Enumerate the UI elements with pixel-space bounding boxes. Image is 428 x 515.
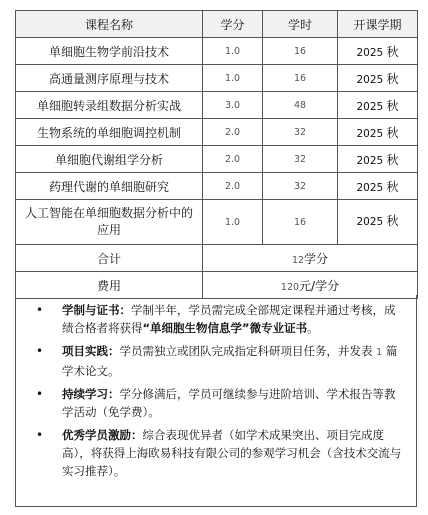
term-year: 2025	[356, 154, 384, 167]
note-item	[36, 301, 406, 337]
course-table	[15, 10, 418, 299]
course-credit: 3.0	[203, 92, 263, 119]
note-item	[36, 385, 406, 421]
note-number: 1	[376, 347, 383, 358]
course-name: 单细胞转录组数据分析实战	[16, 92, 203, 119]
course-term	[338, 119, 418, 146]
term-semester: 秋	[386, 125, 399, 140]
table-row	[16, 38, 418, 65]
course-credit: 2.0	[203, 173, 263, 200]
term-semester: 秋	[386, 71, 399, 86]
note-item	[36, 426, 406, 480]
table-row	[16, 200, 418, 245]
course-hours: 32	[263, 119, 338, 146]
course-name-line-2: 应用	[96, 223, 121, 237]
total-value	[203, 245, 418, 272]
note-item	[36, 342, 406, 380]
course-credit: 1.0	[203, 38, 263, 65]
course-credit: 1.0	[203, 65, 263, 92]
bullet-icon: •	[36, 387, 44, 401]
course-hours: 16	[263, 200, 338, 245]
total-value-number: 12	[291, 254, 305, 266]
note-title: 项目实践：	[62, 344, 120, 358]
course-term	[338, 200, 418, 245]
course-hours: 16	[263, 38, 338, 65]
note-text: 学制半年，学员需完成全部规定课程并通过考核，成绩合格者将获得	[62, 303, 396, 335]
note-emphasis: “单细胞生物信息学”微专业证书	[142, 321, 308, 335]
term-semester: 秋	[386, 152, 399, 167]
bullet-icon: •	[36, 344, 44, 358]
notes-list	[36, 301, 406, 480]
course-credit: 2.0	[203, 119, 263, 146]
bullet-icon: •	[36, 428, 44, 442]
course-term	[338, 146, 418, 173]
header-course-name: 课程名称	[16, 11, 203, 38]
term-semester: 秋	[386, 179, 399, 194]
term-year: 2025	[356, 73, 384, 86]
course-term	[338, 65, 418, 92]
fee-label: 费用	[16, 272, 203, 299]
course-hours: 16	[263, 65, 338, 92]
term-semester: 秋	[386, 44, 399, 59]
notes-section	[15, 295, 417, 507]
fee-value-unit: 元/学分	[299, 278, 340, 293]
course-term	[338, 38, 418, 65]
table-row	[16, 92, 418, 119]
header-credit: 学分	[203, 11, 263, 38]
note-text: 学员需独立或团队完成指定科研项目任务，并发表	[119, 344, 373, 358]
course-name-line-1: 人工智能在单细胞数据分析中的	[24, 206, 193, 220]
note-text-end: 篇学术论文。	[62, 344, 398, 378]
note-title: 学制与证书：	[62, 303, 131, 317]
course-name: 单细胞生物学前沿技术	[16, 38, 203, 65]
term-year: 2025	[356, 127, 384, 140]
course-name: 药理代谢的单细胞研究	[16, 173, 203, 200]
course-term	[338, 92, 418, 119]
course-term	[338, 173, 418, 200]
header-hours: 学时	[263, 11, 338, 38]
table-header-row	[16, 11, 418, 38]
header-term: 开课学期	[338, 11, 418, 38]
note-text-end: 。	[307, 321, 319, 335]
note-title: 优秀学员激励：	[62, 428, 143, 442]
fee-value-number: 120	[280, 281, 300, 293]
course-hours: 32	[263, 173, 338, 200]
total-value-unit: 学分	[304, 251, 329, 266]
table-row	[16, 65, 418, 92]
term-semester: 秋	[386, 98, 399, 113]
term-year: 2025	[356, 46, 384, 59]
table-row	[16, 119, 418, 146]
term-semester: 秋	[386, 214, 399, 228]
course-name	[16, 200, 203, 245]
note-text: 学分修满后，学员可继续参与进阶培训、学术报告等教学活动（免学费）。	[62, 387, 396, 419]
course-hours: 48	[263, 92, 338, 119]
term-year: 2025	[356, 216, 384, 228]
table-row	[16, 173, 418, 200]
note-title: 持续学习：	[62, 387, 120, 401]
total-label: 合计	[16, 245, 203, 272]
total-row	[16, 245, 418, 272]
table-row	[16, 146, 418, 173]
course-credit: 2.0	[203, 146, 263, 173]
course-name: 单细胞代谢组学分析	[16, 146, 203, 173]
course-name: 生物系统的单细胞调控机制	[16, 119, 203, 146]
course-hours: 32	[263, 146, 338, 173]
term-year: 2025	[356, 181, 384, 194]
course-credit: 1.0	[203, 200, 263, 245]
course-name: 高通量测序原理与技术	[16, 65, 203, 92]
note-text: 综合表现优异者（如学术成果突出、项目完成度高），将获得上海欧易科技有限公司的参观学习机会（含技术交流与实习推荐）。	[62, 428, 402, 478]
bullet-icon: •	[36, 303, 44, 317]
term-year: 2025	[356, 100, 384, 113]
